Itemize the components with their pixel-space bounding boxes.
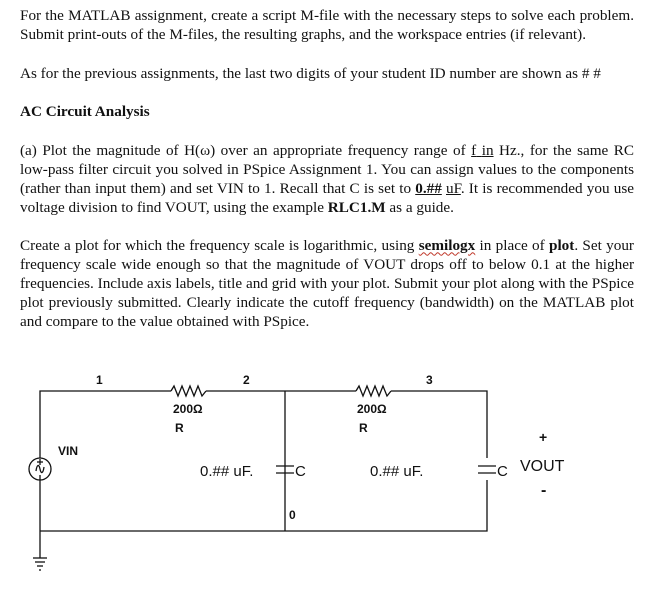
c1-label: C [295, 463, 306, 480]
r2-label: R [359, 421, 368, 435]
intro-paragraph: For the MATLAB assignment, create a script M-file with the necessary steps to solve each problem. Submit print-outs of the M-files, the resulting graphs, and the workspace entries (if relevant). [20, 7, 634, 43]
cap-unit: uF [446, 179, 461, 197]
vout-minus: - [541, 482, 547, 499]
freq-symbol: f [471, 142, 477, 160]
plot-text-3: . Set your frequency scale wide enough so that the magnitude of VOUT drops off to below 0.1 at the higher frequencies. Include axis labels, title and grid with your plot. Submit your plot along with the PSpice plot previously submitted. Clearly indicate the cutoff frequency (bandwidth) on the MATLAB plot and compare to the value obtained with PSpice. [20, 237, 634, 330]
semilogx-keyword: semilogx [418, 237, 476, 255]
wire-right-bottom [40, 480, 487, 531]
student-id-paragraph: As for the previous assignments, the last two digits of your student ID number are shown as # # [20, 64, 601, 82]
c2-value: 0.## uF. [370, 463, 424, 480]
wire-node3 [391, 391, 487, 458]
plot-text-2: in place of [475, 237, 549, 255]
plot-text-1: Create a plot for which the frequency scale is logarithmic, using [20, 237, 419, 255]
resistor-r2 [356, 386, 391, 396]
vout-plus: + [539, 429, 548, 445]
c1-value: 0.## uF. [200, 463, 254, 480]
vout-label: VOUT [520, 458, 565, 475]
r2-value: 200Ω [357, 402, 387, 416]
r1-label: R [175, 421, 184, 435]
part-a-text-4: . It is recommended you use voltage division to find VOUT, using the example [20, 179, 634, 216]
resistor-r1 [171, 386, 206, 396]
source-sine-icon [36, 465, 44, 472]
freq-in: in [481, 142, 494, 160]
example-file: RLC1.M [327, 198, 386, 216]
node-1-label: 1 [96, 373, 103, 387]
r1-value: 200Ω [173, 402, 203, 416]
source-label: VIN [58, 444, 79, 458]
part-a-text-1: (a) Plot the magnitude of H(ω) over an appropriate frequency range of [20, 142, 472, 160]
part-a-text-2: Hz., for the same RC low-pass filter circuit you solved in PSpice Assignment 1. You can assign values to the components (rather than input them) and set VIN to 1. Recall that C is set to [20, 142, 635, 197]
section-heading: AC Circuit Analysis [20, 103, 150, 121]
node-0-label: 0 [289, 508, 296, 522]
node-3-label: 3 [426, 373, 433, 387]
c2-label: C [497, 463, 508, 480]
node-2-label: 2 [243, 373, 250, 387]
part-a-text-5: as a guide. [385, 198, 454, 216]
cap-value: 0.## [415, 179, 442, 197]
plot-keyword: plot [549, 237, 575, 255]
